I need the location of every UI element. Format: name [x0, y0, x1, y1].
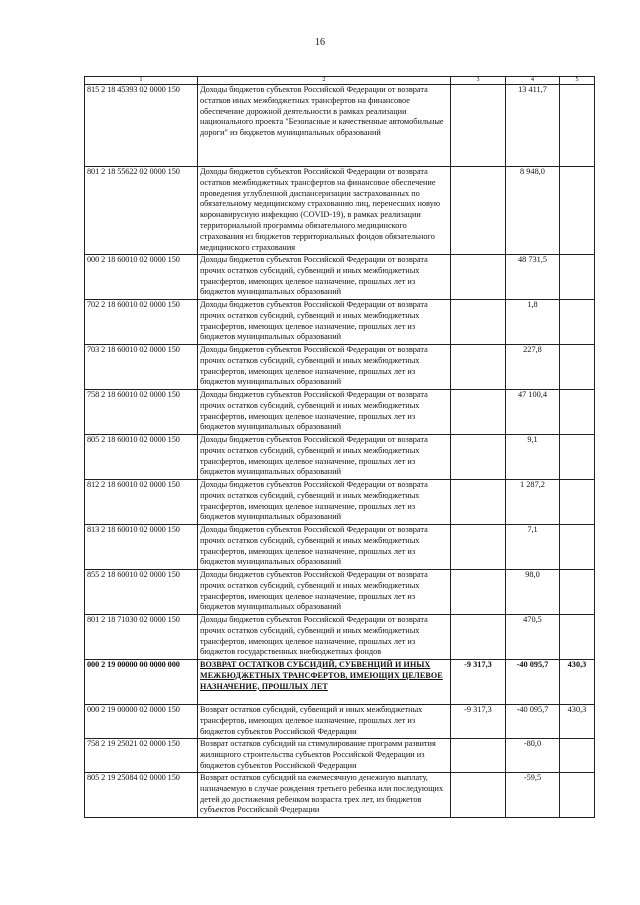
value-col5-cell — [560, 345, 595, 390]
value-col5-cell — [560, 773, 595, 818]
value-col3-cell — [451, 255, 506, 300]
table-row — [85, 739, 595, 773]
table-row — [85, 390, 595, 435]
section-title: ВОЗВРАТ ОСТАТКОВ СУБСИДИЙ, СУБВЕНЦИЙ И ИНЫХ МЕЖБЮДЖЕТНЫХ ТРАНСФЕРТОВ, ИМЕЮЩИХ ЦЕЛЕВОЕ НАЗНАЧЕНИЕ, ПРОШЛЫХ ЛЕТ — [200, 660, 443, 691]
value-col5-cell — [560, 85, 595, 167]
value-col3-cell — [451, 615, 506, 660]
column-header-4: 4 — [506, 77, 560, 85]
budget-code-cell: 000 2 18 60010 02 0000 150 — [85, 255, 198, 300]
value-col5-cell — [560, 480, 595, 525]
budget-code-cell: 000 2 19 00000 00 0000 000 — [85, 660, 198, 705]
table-row — [85, 300, 595, 345]
budget-code-cell: 813 2 18 60010 02 0000 150 — [85, 525, 198, 570]
value-col3-cell — [451, 525, 506, 570]
table-row — [85, 345, 595, 390]
value-col3-cell — [451, 739, 506, 773]
revenue-name-cell: Доходы бюджетов субъектов Российской Федерации от возврата остатков иных межбюджетных трансфертов на финансовое обеспечение дорожной деятельности в рамках реализации национального проекта "Безопасные и качественные автомобильные дороги" из бюджетов муниципальных образований — [198, 85, 451, 167]
value-col4-cell: -59,5 — [506, 773, 560, 818]
table-row — [85, 705, 595, 739]
value-col3-cell — [451, 570, 506, 615]
table-row — [85, 480, 595, 525]
revenue-name-cell: Доходы бюджетов субъектов Российской Федерации от возврата прочих остатков субсидий, субвенций и иных межбюджетных трансфертов, имеющих целевое назначение, прошлых лет из бюджетов муниципальных образований — [198, 480, 451, 525]
value-col4-cell: -80,0 — [506, 739, 560, 773]
value-col3-cell — [451, 435, 506, 480]
revenue-name-cell: Доходы бюджетов субъектов Российской Федерации от возврата прочих остатков субсидий, субвенций и иных межбюджетных трансфертов, имеющих целевое назначение, прошлых лет из бюджетов муниципальных образований — [198, 435, 451, 480]
value-col5-cell — [560, 739, 595, 773]
budget-code-cell: 758 2 18 60010 02 0000 150 — [85, 390, 198, 435]
value-col3-cell — [451, 85, 506, 167]
value-col5-cell — [560, 525, 595, 570]
value-col5-cell — [560, 435, 595, 480]
value-col3-cell — [451, 773, 506, 818]
column-header-2: 2 — [198, 77, 451, 85]
value-col4-cell: 98,0 — [506, 570, 560, 615]
value-col4-cell: 1 287,2 — [506, 480, 560, 525]
column-header-5: 5 — [560, 77, 595, 85]
value-col5-cell — [560, 300, 595, 345]
value-col5-cell: 430,3 — [560, 705, 595, 739]
value-col5-cell: 430,3 — [560, 660, 595, 705]
revenue-name-cell: Доходы бюджетов субъектов Российской Федерации от возврата прочих остатков субсидий, субвенций и иных межбюджетных трансфертов, имеющих целевое назначение, прошлых лет из бюджетов муниципальных образований — [198, 255, 451, 300]
value-col3-cell — [451, 300, 506, 345]
value-col5-cell — [560, 390, 595, 435]
budget-code-cell: 000 2 19 00000 02 0000 150 — [85, 705, 198, 739]
budget-code-cell: 855 2 18 60010 02 0000 150 — [85, 570, 198, 615]
revenue-name-cell: Возврат остатков субсидий, субвенций и иных межбюджетных трансфертов, имеющих целевое назначение, прошлых лет из бюджетов субъектов Российской Федерации — [198, 705, 451, 739]
value-col4-cell: 47 100,4 — [506, 390, 560, 435]
revenue-name-cell: Доходы бюджетов субъектов Российской Федерации от возврата прочих остатков субсидий, субвенций и иных межбюджетных трансфертов, имеющих целевое назначение, прошлых лет из бюджетов муниципальных образований — [198, 525, 451, 570]
budget-code-cell: 812 2 18 60010 02 0000 150 — [85, 480, 198, 525]
revenue-name-cell: Доходы бюджетов субъектов Российской Федерации от возврата прочих остатков субсидий, субвенций и иных межбюджетных трансфертов, имеющих целевое назначение, прошлых лет из бюджетов муниципальных образований — [198, 300, 451, 345]
value-col4-cell: 470,5 — [506, 615, 560, 660]
budget-code-cell: 758 2 19 25021 02 0000 150 — [85, 739, 198, 773]
value-col3-cell — [451, 480, 506, 525]
budget-code-cell: 801 2 18 55622 02 0000 150 — [85, 167, 198, 255]
revenue-name-cell: Возврат остатков субсидий на ежемесячную денежную выплату, назначаемую в случае рождения третьего ребенка или последующих детей до достижения ребенком возраста трех лет, из бюджетов субъектов Российской Федерации — [198, 773, 451, 818]
revenue-name-cell: Доходы бюджетов субъектов Российской Федерации от возврата прочих остатков субсидий, субвенций и иных межбюджетных трансфертов, имеющих целевое назначение, прошлых лет из бюджетов муниципальных образований — [198, 390, 451, 435]
table-row — [85, 255, 595, 300]
value-col4-cell: 227,8 — [506, 345, 560, 390]
value-col4-cell: -40 095,7 — [506, 705, 560, 739]
value-col5-cell — [560, 615, 595, 660]
budget-code-cell: 801 2 18 71030 02 0000 150 — [85, 615, 198, 660]
revenue-name-cell: Доходы бюджетов субъектов Российской Федерации от возврата прочих остатков субсидий, субвенций и иных межбюджетных трансфертов, имеющих целевое назначение, прошлых лет из бюджетов государственных внебюджетных фондов — [198, 615, 451, 660]
table-row — [85, 660, 595, 705]
value-col4-cell: -40 095,7 — [506, 660, 560, 705]
table-body — [85, 85, 595, 818]
value-col5-cell — [560, 570, 595, 615]
budget-table — [84, 76, 595, 818]
value-col3-cell: -9 317,3 — [451, 705, 506, 739]
table-row — [85, 773, 595, 818]
table-row — [85, 570, 595, 615]
value-col3-cell — [451, 390, 506, 435]
table-row — [85, 435, 595, 480]
budget-code-cell: 805 2 19 25084 02 0000 150 — [85, 773, 198, 818]
revenue-name-cell: Доходы бюджетов субъектов Российской Федерации от возврата прочих остатков субсидий, субвенций и иных межбюджетных трансфертов, имеющих целевое назначение, прошлых лет из бюджетов муниципальных образований — [198, 345, 451, 390]
column-header-1: 1 — [85, 77, 198, 85]
value-col4-cell: 1,8 — [506, 300, 560, 345]
value-col3-cell — [451, 345, 506, 390]
value-col3-cell — [451, 167, 506, 255]
value-col4-cell: 7,1 — [506, 525, 560, 570]
value-col3-cell: -9 317,3 — [451, 660, 506, 705]
table-row — [85, 85, 595, 167]
revenue-name-cell: Доходы бюджетов субъектов Российской Федерации от возврата остатков межбюджетных трансфертов на финансовое обеспечение проведения углубленной диспансеризации застрахованных по обязательному медицинскому страхованию лиц, перенесших новую коронавирусную инфекцию (COVID-19), в рамках реализации территориальной программы обязательного медицинского страхования из бюджетов территориальных фондов обязательного медицинского страхования — [198, 167, 451, 255]
table-row — [85, 525, 595, 570]
value-col5-cell — [560, 167, 595, 255]
table-header-row — [85, 77, 595, 85]
table-row — [85, 167, 595, 255]
value-col4-cell: 8 948,0 — [506, 167, 560, 255]
revenue-name-cell: Возврат остатков субсидий на стимулирование программ развития жилищного строительства субъектов Российской Федерации из бюджетов субъектов Российской Федерации — [198, 739, 451, 773]
budget-code-cell: 815 2 18 45393 02 0000 150 — [85, 85, 198, 167]
revenue-name-cell: Доходы бюджетов субъектов Российской Федерации от возврата прочих остатков субсидий, субвенций и иных межбюджетных трансфертов, имеющих целевое назначение, прошлых лет из бюджетов муниципальных образований — [198, 570, 451, 615]
revenue-name-cell — [198, 660, 451, 705]
value-col4-cell: 9,1 — [506, 435, 560, 480]
value-col5-cell — [560, 255, 595, 300]
table-row — [85, 615, 595, 660]
value-col4-cell: 13 411,7 — [506, 85, 560, 167]
column-header-3: 3 — [451, 77, 506, 85]
budget-code-cell: 703 2 18 60010 02 0000 150 — [85, 345, 198, 390]
budget-code-cell: 805 2 18 60010 02 0000 150 — [85, 435, 198, 480]
value-col4-cell: 48 731,5 — [506, 255, 560, 300]
budget-code-cell: 702 2 18 60010 02 0000 150 — [85, 300, 198, 345]
page-number: 16 — [315, 37, 325, 48]
